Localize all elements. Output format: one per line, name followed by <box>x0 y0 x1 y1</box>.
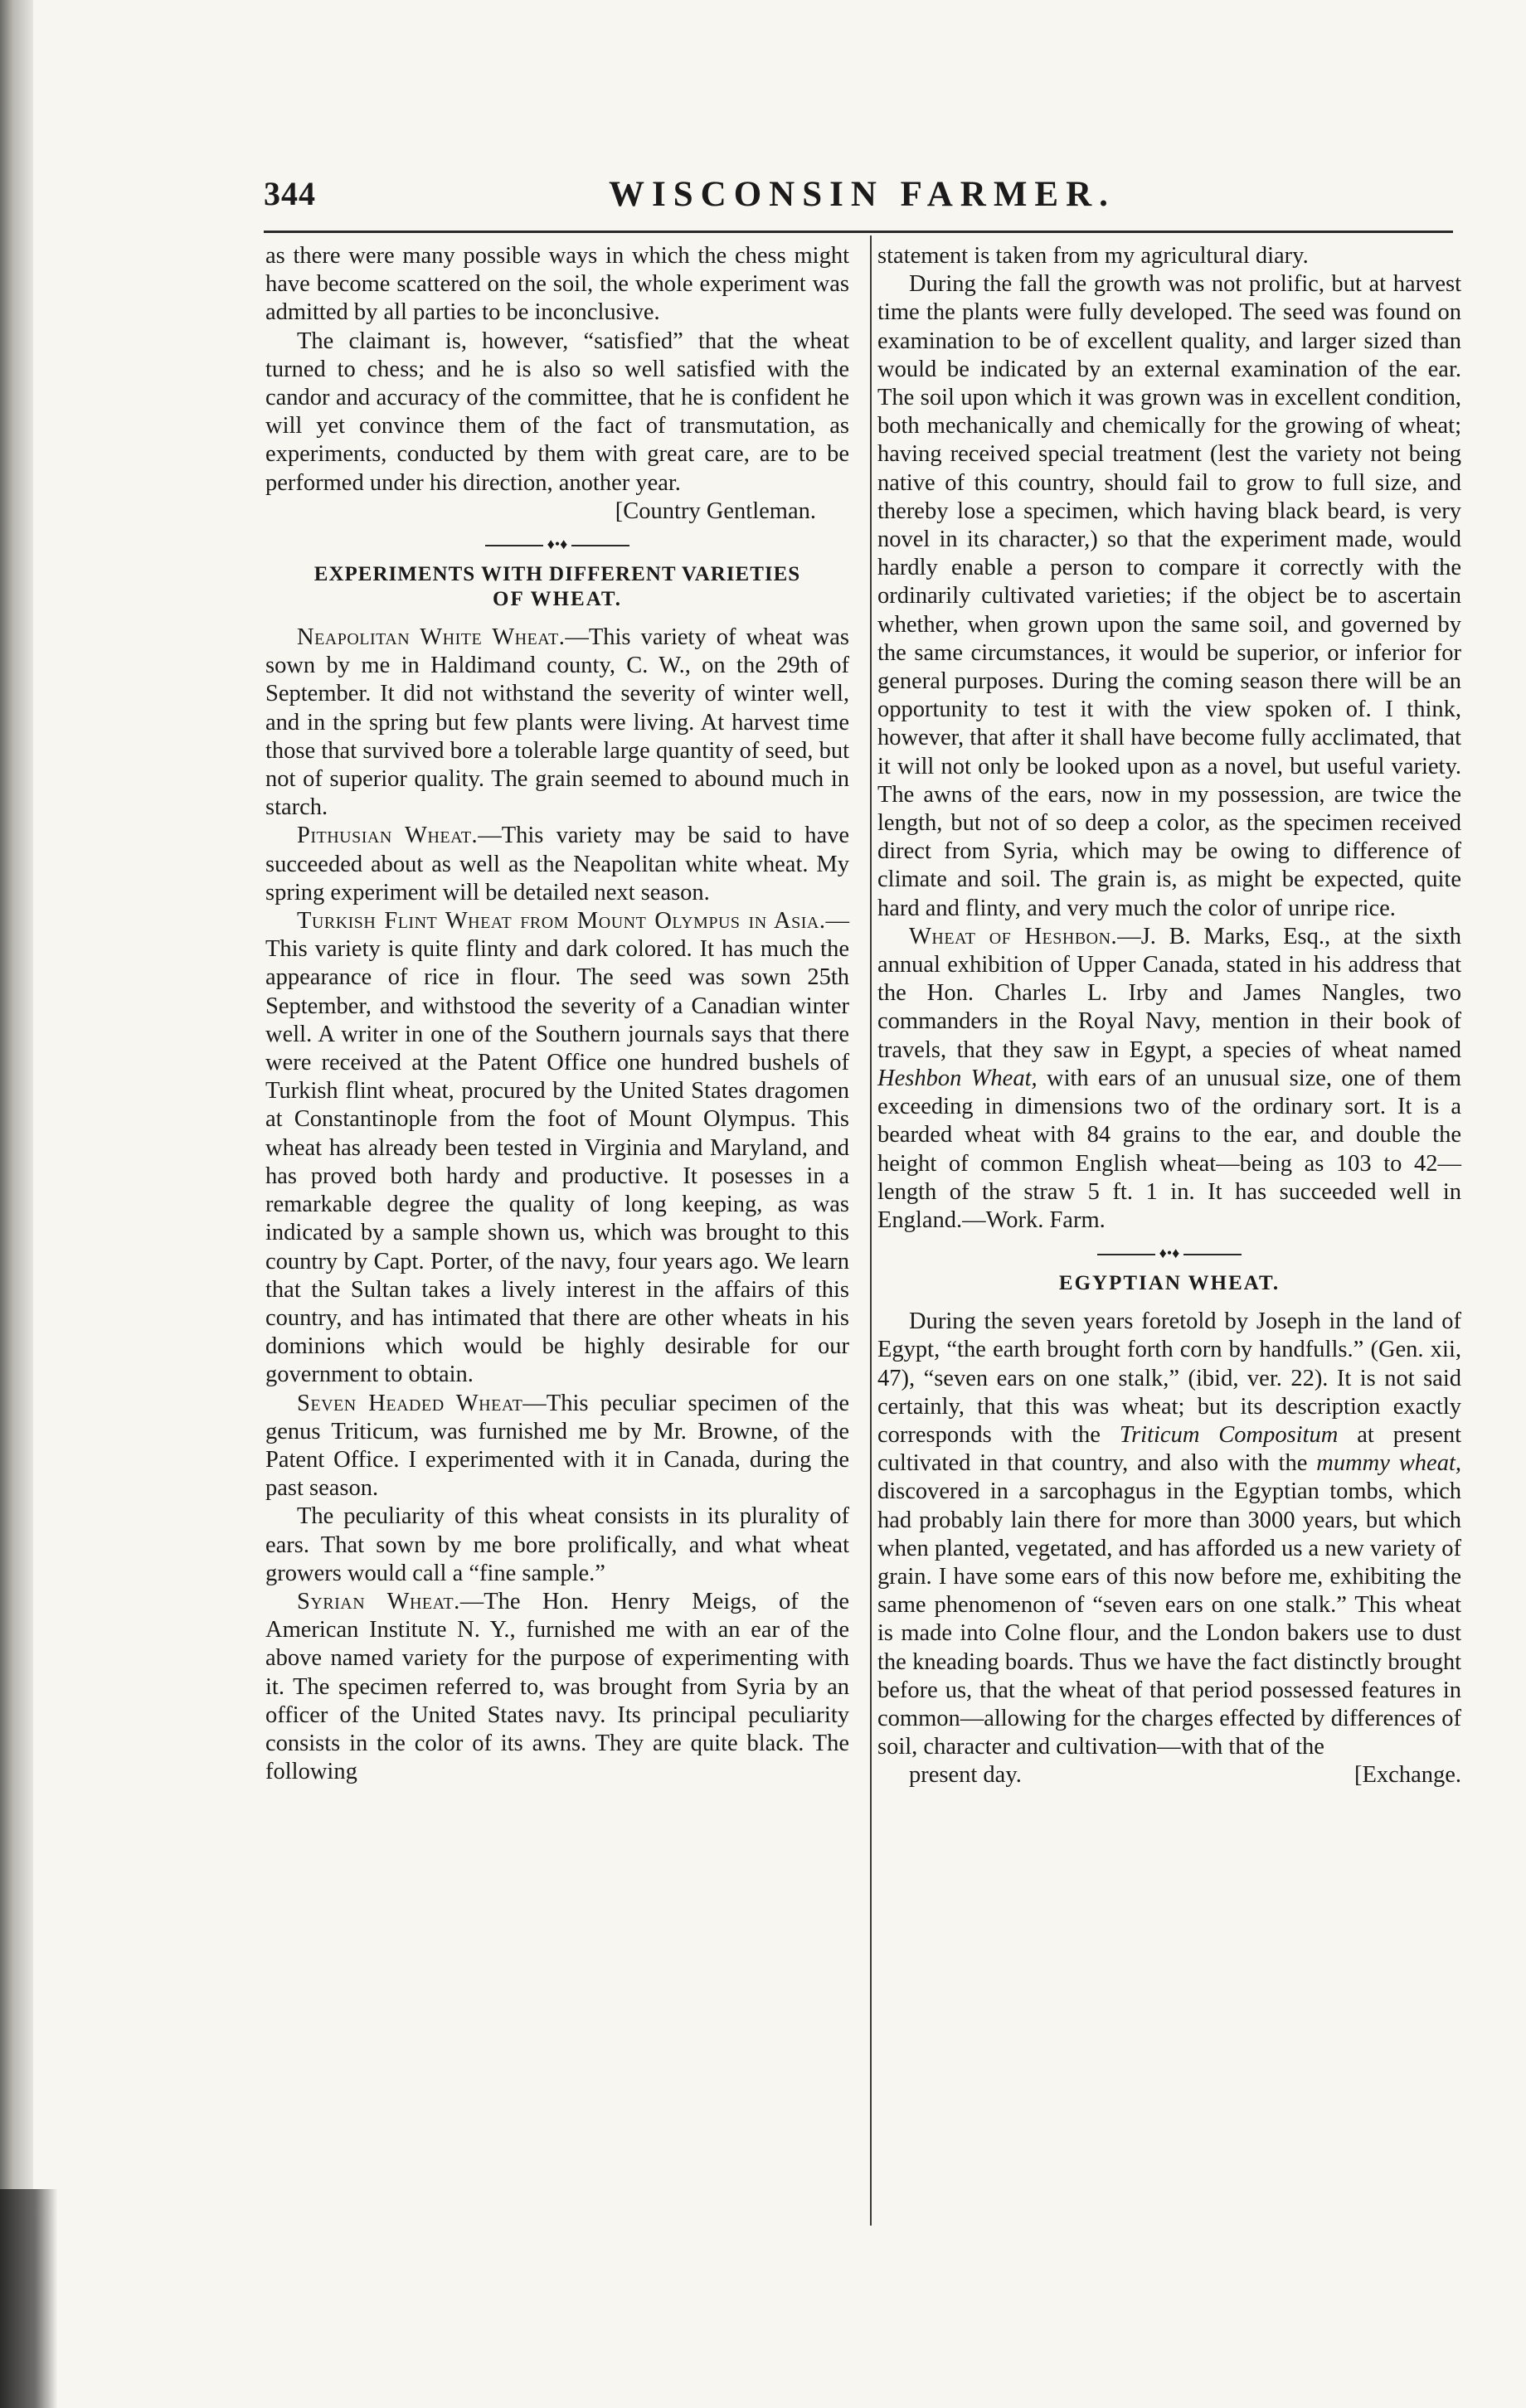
egyptian-final-line <box>877 1761 1461 1789</box>
triticum-compositum: Triticum Compositum <box>1119 1421 1339 1448</box>
ornament-line-right <box>571 545 629 546</box>
heshbon-body-b: with ears of an unusual size, one of them exceeding in dimensions two of the ordinary sort. It is a bearded wheat with 84 grains to the ear, and double the height of common English wheat—being as 103 to 42—length of the straw 5 ft. 1 in. It has succeeded well in England.—Work. Farm. <box>877 1065 1461 1233</box>
pithusian-body: —This variety may be said to have succeeded about as well as the Neapolitan white wheat. My spring experiment will be detailed next season. <box>265 823 850 905</box>
column-divider <box>870 235 872 2226</box>
running-title: WISCONSIN FARMER. <box>609 175 1115 214</box>
left-column <box>265 242 849 1786</box>
ornament-line-left <box>1097 1254 1155 1255</box>
book-binding-edge <box>0 2189 58 2408</box>
syrian-heading: Syrian Wheat. <box>297 1588 460 1614</box>
book-spine-shadow <box>0 0 33 2408</box>
ornament-glyph: ♦•♦ <box>547 536 568 553</box>
syrian-body: —The Hon. Henry Meigs, of the American Institute N. Y., furnished me with an ear of the above named variety for the purpose of experimenting with it. The specimen referred to, was brought from Syria by an officer of the United States navy. Its principal peculiarity consists in the color of its awns. They are quite black. The following <box>265 1588 849 1785</box>
egyptian-last-words: present day. <box>909 1762 1022 1789</box>
continuation-paragraph-2: During the fall the growth was not prolific, but at harvest time the plants were fully developed. The seed was found on examination to be of excellent quality, and larger sized than would be indicated by an external examination of the ear. The soil upon which it was grown was in excellent condition, both mechanically and chemically for the growing of wheat; having received special treatment (lest the variety not being native of this country, should fail to grow to full size, and thereby lose a specimen, which having black beard, is very novel in its character,) so that the experiment made, would hardly enable a person to compare it correctly with the ordinarily cultivated varieties; if the object be to ascertain whether, when grown upon the same soil, and governed by the same circumstances, it would be superior, or inferior for general purposes. During the coming season there will be an opportunity to test it with the view spoken of. I think, however, that after it shall have become fully acclimated, that it will not only be looked upon as a novel, but useful variety. The awns of the ears, now in my possession, are twice the length, but not of so deep a color, as the specimen received direct from Syria, which may be owing to difference of climate and soil. The grain is, as might be expected, quite hard and flinty, and very much the color of unripe rice. <box>877 271 1461 921</box>
pithusian-heading: Pithusian Wheat. <box>297 823 479 849</box>
section-title-line-2: OF WHEAT. <box>493 588 622 611</box>
egyptian-paragraph <box>877 1308 1461 1761</box>
neapolitan-heading: Neapolitan White Wheat. <box>297 624 566 651</box>
heshbon-body-a: —J. B. Marks, Esq., at the sixth annual exhibition of Upper Canada, stated in his address that the Hon. Charles L. Irby and James Nangles, two commanders in the Royal Navy, mention in their book of travels, that they saw in Egypt, a species of wheat named <box>877 923 1461 1063</box>
egyptian-text-b: at present cultivated in that country, and also with the <box>877 1421 1461 1477</box>
page-header <box>264 174 1453 224</box>
section-title-egyptian: EGYPTIAN WHEAT. <box>1058 1272 1281 1295</box>
turkish-heading: Turkish Flint Wheat from Mount Olympus in Asia. <box>297 908 826 935</box>
intro-credit: [Country Gentleman. <box>615 498 816 524</box>
heshbon-paragraph <box>877 923 1461 1235</box>
intro-paragraph-1: as there were many possible ways in which the chess might have become scattered on the soil, the whole experiment was admitted by all parties to be inconclusive. <box>265 243 849 326</box>
neapolitan-body: —This variety of wheat was sown by me in Haldimand county, C. W., on the 29th of September. It did not withstand the severity of winter well, and in the spring but few plants were living. At harvest time those that survived bore a tolerable large quantity of seed, but not of superior quality. The grain seemed to abound much in starch. <box>265 624 849 821</box>
section-title-experiments <box>265 562 849 612</box>
seven-headed-paragraph-2: The peculiarity of this wheat consists in its plurality of ears. That sown by me bore prolifically, and what wheat growers would call a “fine sample.” <box>265 1503 849 1586</box>
page-number: 344 <box>264 175 316 212</box>
heshbon-heading: Wheat of Heshbon. <box>909 923 1118 949</box>
egyptian-text-a: During the seven years foretold by Joseph in the land of Egypt, “the earth brought forth corn by handfulls.” (Gen. xii, 47), “seven ears on one stalk,” (ibid, ver. 22). It is not said certainly, that this was wheat; but its description exactly corresponds with the <box>877 1308 1461 1448</box>
pithusian-paragraph <box>265 822 849 907</box>
right-column <box>877 242 1461 1790</box>
ornament-line-left <box>485 545 543 546</box>
syrian-paragraph <box>265 1588 849 1786</box>
egyptian-text-c: discovered in a sarcophagus in the Egyptian tombs, which had probably lain there for more than 3000 years, but which when planted, vegetated, and has afforded us a new variety of grain. I have some ears of this now before me, exhibiting the same phenomenon of “seven ears on one stalk.” This wheat is made into Colne flour, and the London bakers use to dust the kneading boards. Thus we have the fact distinctly brought before us, that the wheat of that period possessed features in common—allowing for the charges effected by differences of soil, character and cultivation—with that of the <box>877 1478 1461 1760</box>
seven-headed-body: —This peculiar specimen of the genus Triticum, was furnished me by Mr. Browne, of the Patent Office. I experimented with it in Canada, during the past season. <box>265 1390 849 1502</box>
header-rule <box>264 231 1453 233</box>
mummy-wheat: mummy wheat, <box>1316 1450 1461 1477</box>
intro-paragraph-2: The claimant is, however, “satisfied” that the wheat turned to chess; and he is also so well satisfied with the candor and accuracy of the committee, that he is confident he will yet convince them of the fact of transmutation, as experiments, conducted by them with great care, are to be performed under his direction, another year. <box>265 328 849 496</box>
turkish-paragraph <box>265 907 849 1389</box>
heshbon-wheat-name: Heshbon Wheat, <box>877 1065 1038 1091</box>
egyptian-credit: [Exchange. <box>1354 1762 1461 1789</box>
section-title-line-1: EXPERIMENTS WITH DIFFERENT VARIETIES <box>313 563 801 586</box>
seven-headed-heading: Seven Headed Wheat <box>297 1390 523 1416</box>
ornament-glyph: ♦•♦ <box>1159 1245 1180 1262</box>
seven-headed-paragraph <box>265 1390 849 1503</box>
ornament-line-right <box>1183 1254 1242 1255</box>
continuation-paragraph-1: statement is taken from my agricultural diary. <box>877 243 1309 269</box>
neapolitan-paragraph <box>265 624 849 822</box>
section-ornament-2 <box>877 1236 1461 1270</box>
section-ornament <box>265 527 849 561</box>
turkish-body: —This variety is quite flinty and dark colored. It has much the appearance of rice in flour. The seed was sown 25th September, and withstood the severity of a Canadian winter well. A writer in one of the Southern journals says that there were received at the Patent Office one hundred bushels of Turkish flint wheat, procured by the United States dragomen at Constantinople from the foot of Mount Olympus. This wheat has already been tested in Virginia and Maryland, and has proved both hardy and productive. It posesses in a remarkable degree the quality of long keeping, as was indicated by a sample shown us, which was brought to this country by Capt. Porter, of the navy, four years ago. We learn that the Sultan takes a lively interest in the affairs of this country, and has intimated that there are other wheats in his dominions which would be highly desirable for our government to obtain. <box>265 908 849 1388</box>
